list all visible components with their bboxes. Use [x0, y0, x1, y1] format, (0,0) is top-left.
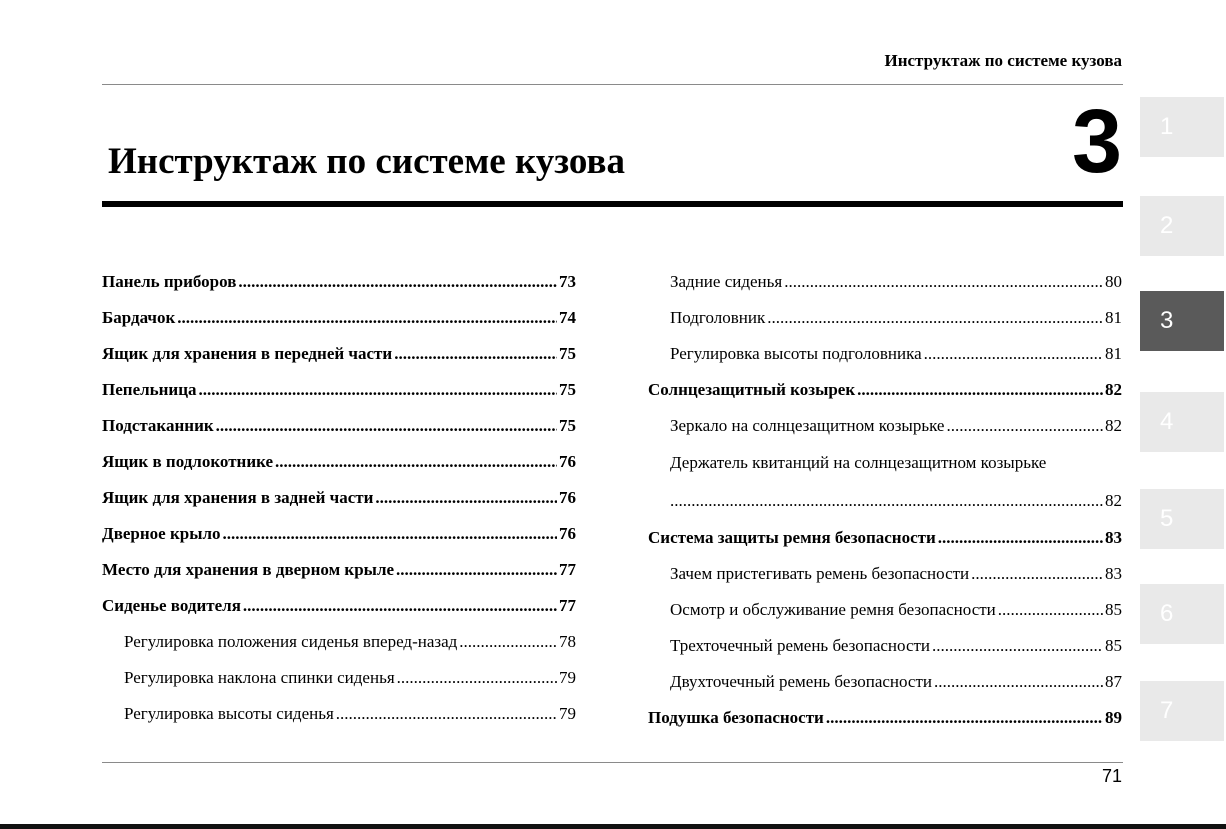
- toc-entry[interactable]: [648, 520, 1122, 556]
- toc-entry[interactable]: [648, 700, 1122, 736]
- toc-subentry-wrapped[interactable]: [648, 444, 1122, 482]
- toc-leader: [670, 491, 1103, 511]
- toc-leader: [971, 564, 1103, 584]
- toc-leader: [397, 668, 557, 688]
- toc-entry-title: Двухточечный ремень безопасности: [670, 672, 932, 691]
- toc-entry-page: 89: [1105, 708, 1122, 727]
- toc-subentry[interactable]: [102, 696, 576, 732]
- footer-rule: [102, 762, 1123, 763]
- toc-leader: [243, 596, 557, 616]
- toc-leader: [396, 560, 557, 580]
- toc-entry-page: 76: [559, 524, 576, 543]
- toc-entry-page: 77: [559, 596, 576, 615]
- chapter-tab-4[interactable]: 4: [1140, 392, 1224, 452]
- toc-entry-page: 76: [559, 452, 576, 471]
- chapter-tab-3[interactable]: 3: [1140, 291, 1224, 351]
- chapter-tab-1[interactable]: 1: [1140, 97, 1224, 157]
- toc-entry-title: Подушка безопасности: [648, 708, 824, 727]
- toc-entry-title: Регулировка положения сиденья вперед-назад: [124, 632, 458, 651]
- toc-leader: [199, 380, 557, 400]
- toc-subentry[interactable]: [102, 624, 576, 660]
- toc-entry[interactable]: [102, 300, 576, 336]
- chapter-tab-2[interactable]: 2: [1140, 196, 1224, 256]
- chapter-title: Инструктаж по системе кузова: [108, 141, 625, 182]
- toc-entry[interactable]: [102, 408, 576, 444]
- toc-entry-title: Панель приборов: [102, 272, 237, 291]
- toc-leader: [216, 416, 557, 436]
- toc-leader: [857, 380, 1103, 400]
- toc-leader: [223, 524, 557, 544]
- chapter-rule: [102, 201, 1123, 207]
- toc-entry-title: Подголовник: [670, 308, 766, 327]
- toc-entry[interactable]: [648, 372, 1122, 408]
- toc-entry-title: Осмотр и обслуживание ремня безопасности: [670, 600, 996, 619]
- page-number: 71: [1101, 766, 1122, 786]
- toc-entry[interactable]: [102, 552, 576, 588]
- scan-bottom-border: [0, 824, 1226, 829]
- toc-entry-page: 83: [1105, 564, 1122, 583]
- toc-leader: [375, 488, 557, 508]
- toc-entry-title: Ящик для хранения в передней части: [102, 344, 393, 363]
- chapter-number: 3: [1071, 92, 1122, 192]
- toc-entry-page: 85: [1105, 636, 1122, 655]
- toc-leader: [934, 672, 1103, 692]
- toc-leader: [924, 344, 1103, 364]
- toc-entry[interactable]: [102, 336, 576, 372]
- toc-entry-page: 79: [559, 668, 576, 687]
- toc-leader: [784, 272, 1103, 292]
- toc-entry-page: 78: [559, 632, 576, 651]
- toc-entry[interactable]: [102, 444, 576, 480]
- toc-entry-title: Зеркало на солнцезащитном козырьке: [670, 416, 945, 435]
- toc-subentry[interactable]: [648, 264, 1122, 300]
- toc-entry-title: Сиденье водителя: [102, 596, 241, 615]
- toc-left-column: [102, 264, 576, 732]
- toc-right-column: [648, 264, 1122, 736]
- toc-entry-title: Дверное крыло: [102, 524, 221, 543]
- toc-subentry[interactable]: [102, 660, 576, 696]
- toc-entry-page: 75: [559, 344, 576, 363]
- toc-entry-title: Держатель квитанций на солнцезащитном козырьке: [670, 453, 1047, 472]
- toc-entry-title: Задние сиденья: [670, 272, 783, 291]
- toc-subentry-continuation[interactable]: [648, 482, 1122, 520]
- toc-entry-page: 80: [1105, 272, 1122, 291]
- toc-entry[interactable]: [102, 264, 576, 300]
- toc-entry-title: Зачем пристегивать ремень безопасности: [670, 564, 970, 583]
- toc-entry-title: Пепельница: [102, 380, 197, 399]
- toc-entry[interactable]: [102, 516, 576, 552]
- toc-leader: [826, 708, 1103, 728]
- toc-entry-title: Регулировка высоты подголовника: [670, 344, 922, 363]
- toc-leader: [998, 600, 1103, 620]
- header-rule: [102, 84, 1123, 85]
- toc-entry-page: 75: [559, 416, 576, 435]
- toc-entry-page: 76: [559, 488, 576, 507]
- toc-entry-page: 87: [1105, 672, 1122, 691]
- toc-entry-title: Солнцезащитный козырек: [648, 380, 856, 399]
- toc-entry-page: 82: [1105, 416, 1122, 435]
- toc-entry[interactable]: [102, 588, 576, 624]
- toc-entry-page: 77: [559, 560, 576, 579]
- toc-entry-title: Система защиты ремня безопасности: [648, 528, 936, 547]
- toc-entry-page: 82: [1105, 491, 1122, 510]
- toc-entry-page: 74: [559, 308, 576, 327]
- chapter-tab-6[interactable]: 6: [1140, 584, 1224, 644]
- toc-leader: [394, 344, 557, 364]
- toc-entry-title: Трехточечный ремень безопасности: [670, 636, 931, 655]
- toc-leader: [336, 704, 557, 724]
- toc-leader: [767, 308, 1103, 328]
- toc-entry-page: 82: [1105, 380, 1122, 399]
- toc-leader: [238, 272, 557, 292]
- toc-entry-title: Регулировка наклона спинки сиденья: [124, 668, 395, 687]
- toc-subentry[interactable]: [648, 592, 1122, 628]
- toc-subentry[interactable]: [648, 628, 1122, 664]
- toc-subentry[interactable]: [648, 664, 1122, 700]
- toc-entry-title: Регулировка высоты сиденья: [124, 704, 334, 723]
- toc-leader: [459, 632, 557, 652]
- toc-subentry[interactable]: [648, 300, 1122, 336]
- toc-entry-page: 81: [1105, 308, 1122, 327]
- toc-entry-title: Ящик в подлокотнике: [102, 452, 274, 471]
- chapter-tab-7[interactable]: 7: [1140, 681, 1224, 741]
- toc-subentry[interactable]: [648, 556, 1122, 592]
- toc-entry-title: Место для хранения в дверном крыле: [102, 560, 395, 579]
- toc-leader: [177, 308, 557, 328]
- chapter-tab-5[interactable]: 5: [1140, 489, 1224, 549]
- toc-entry-page: 81: [1105, 344, 1122, 363]
- toc-entry[interactable]: [102, 480, 576, 516]
- toc-entry-title: Бардачок: [102, 308, 176, 327]
- toc-entry-page: 83: [1105, 528, 1122, 547]
- toc-leader: [938, 528, 1103, 548]
- toc-leader: [275, 452, 557, 472]
- toc-subentry[interactable]: [648, 336, 1122, 372]
- toc-entry-page: 79: [559, 704, 576, 723]
- running-header: Инструктаж по системе кузова: [884, 51, 1122, 70]
- toc-entry-title: Подстаканник: [102, 416, 214, 435]
- toc-leader: [932, 636, 1103, 656]
- toc-entry-title: Ящик для хранения в задней части: [102, 488, 374, 507]
- toc-entry-page: 85: [1105, 600, 1122, 619]
- toc-entry[interactable]: [102, 372, 576, 408]
- toc-leader: [946, 416, 1103, 436]
- toc-entry-page: 75: [559, 380, 576, 399]
- toc-entry-page: 73: [559, 272, 576, 291]
- toc-subentry[interactable]: [648, 408, 1122, 444]
